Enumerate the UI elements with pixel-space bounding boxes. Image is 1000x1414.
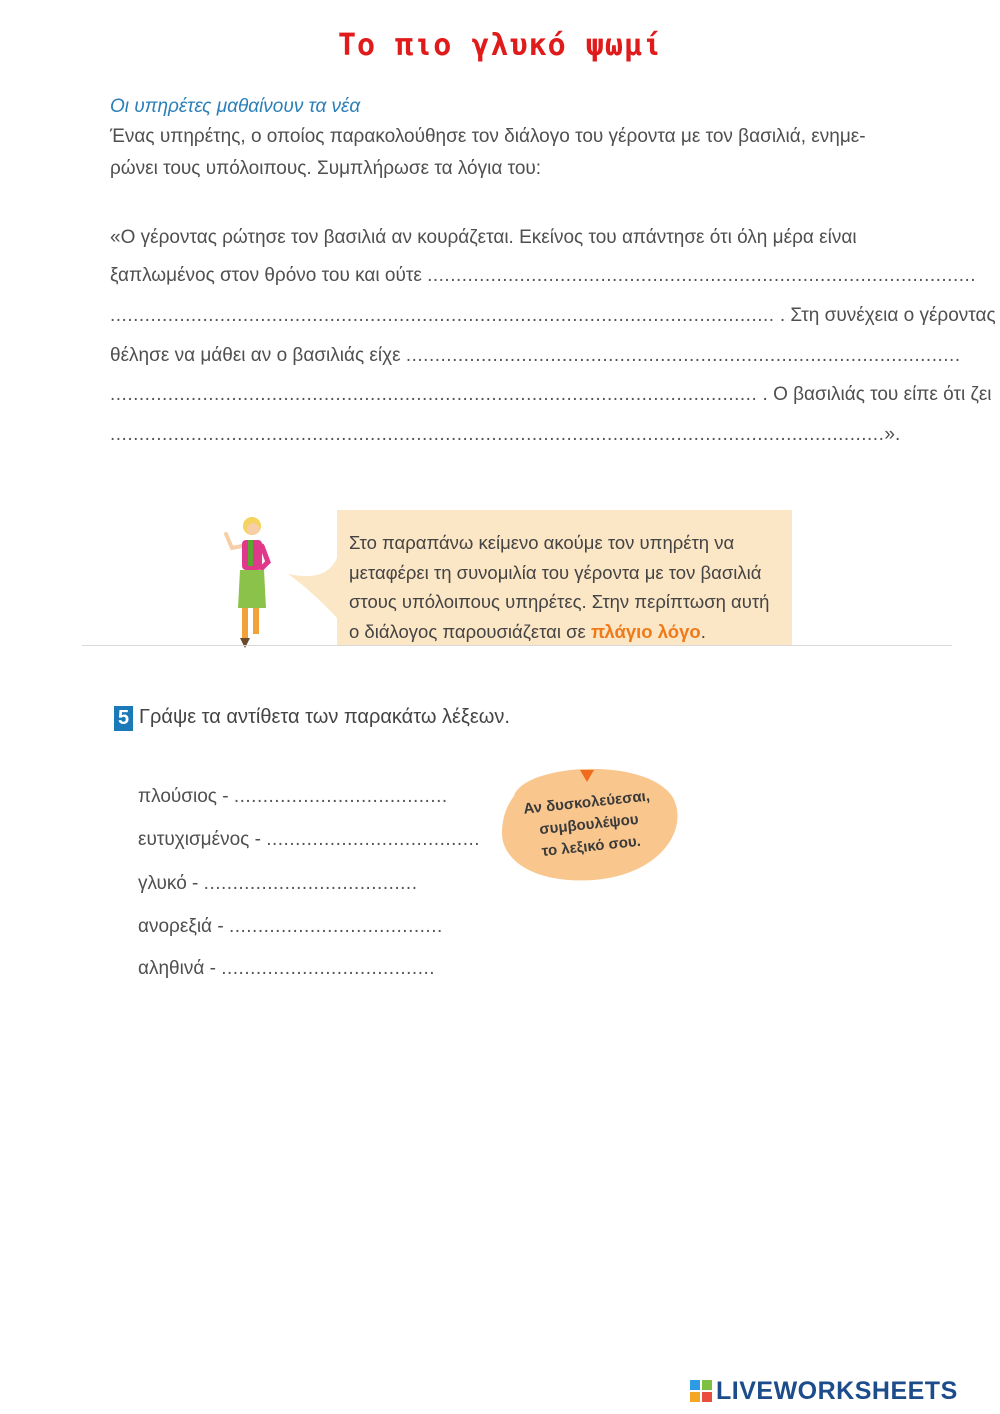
intro-line-2: ρώνει τους υπόλοιπους. Συμπλήρωσε τα λόγια του:	[110, 158, 542, 179]
word-row	[138, 786, 448, 808]
story-line-2-text: ξαπλωμένος στον θρόνο του και ούτε	[110, 265, 422, 286]
callout-line-1: Στο παραπάνω κείμενο ακούμε τον υπηρέτη να	[349, 532, 735, 553]
word-row	[138, 916, 443, 938]
story-line-3	[110, 305, 996, 327]
blank-field-1[interactable]: ...............................................................................................	[427, 265, 977, 286]
answer-blank[interactable]: .....................................	[203, 873, 418, 894]
exercise-title: Γράψε τα αντίθετα των παρακάτω λέξεων.	[139, 706, 510, 728]
page-title: Το πιο γλυκό ψωμί	[337, 28, 663, 63]
story-line-2	[110, 265, 976, 287]
answer-blank[interactable]: .....................................	[221, 958, 436, 979]
story-line-1: «Ο γέροντας ρώτησε τον βασιλιά αν κουράζεται. Εκείνος του απάντησε ότι όλη μέρα είναι	[110, 227, 857, 248]
blank-field-2[interactable]: ................................................................................................	[405, 345, 961, 366]
tip-line-3: το λεξικό σου.	[540, 832, 642, 861]
answer-blank[interactable]: .....................................	[228, 916, 443, 937]
story-line-6-end: ».	[884, 424, 901, 445]
callout-line-4-suffix: .	[700, 620, 706, 642]
callout-line-4-prefix: ο διάλογος παρουσιάζεται σε	[349, 620, 591, 642]
story-line-3-text: . Στη συνέχεια ο γέροντας	[779, 305, 996, 326]
section-heading: Οι υπηρέτες μαθαίνουν τα νέα	[110, 96, 361, 117]
tip-line-1: Αν δυσκολεύεσαι,	[522, 787, 651, 818]
info-callout	[337, 510, 792, 646]
section-divider	[82, 645, 952, 646]
callout-line-3: στους υπόλοιπους υπηρέτες. Στην περίπτωση αυτή	[349, 591, 770, 612]
intro-line-1: Ένας υπηρέτης, ο οποίος παρακολούθησε τον διάλογο του γέροντα με τον βασιλιά, ενημε-	[110, 126, 866, 147]
story-line-5-text: . Ο βασιλιάς του είπε ότι ζει	[762, 384, 992, 405]
answer-blank[interactable]: .....................................	[266, 829, 481, 850]
word-row	[138, 873, 418, 895]
blank-field-3[interactable]: ......................................................................................................................................	[110, 424, 885, 445]
word-label: γλυκό -	[138, 873, 199, 894]
answer-blank[interactable]: .....................................	[233, 786, 448, 807]
callout-line-2: μεταφέρει τη συνομιλία του γέροντα με τον βασιλιά	[349, 561, 762, 583]
blank-field-2-cont[interactable]: ................................................................................................................	[110, 384, 758, 405]
blank-field-1-cont[interactable]: ...................................................................................................................	[110, 305, 775, 326]
callout-highlight: πλάγιο λόγο	[590, 620, 701, 642]
liveworksheets-logo-icon	[690, 1380, 712, 1402]
word-row	[138, 958, 435, 980]
story-line-4	[110, 345, 961, 367]
story-line-5	[110, 384, 992, 406]
exercise-number-badge: 5	[114, 706, 133, 731]
brand-footer	[690, 1376, 958, 1406]
word-row	[138, 829, 480, 851]
callout-line-4	[349, 617, 778, 647]
brand-name: LIVEWORKSHEETS	[716, 1376, 958, 1405]
word-label: αληθινά -	[138, 958, 216, 979]
teacher-illustration-icon	[218, 512, 278, 648]
tip-line-2: συμβουλέψου	[538, 810, 640, 839]
word-label: ευτυχισμένος -	[138, 829, 261, 850]
story-line-4-text: θέλησε να μάθει αν ο βασιλιάς είχε	[110, 345, 401, 366]
word-label: πλούσιος -	[138, 786, 229, 807]
story-line-6	[110, 424, 900, 446]
word-label: ανορεξιά -	[138, 916, 224, 937]
